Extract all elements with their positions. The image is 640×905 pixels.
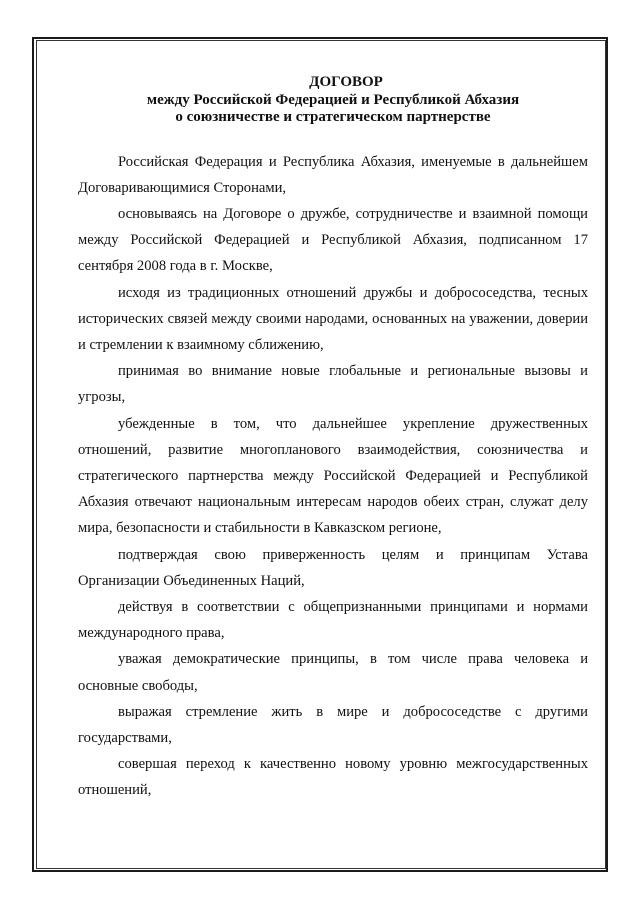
paragraph: исходя из традиционных отношений дружбы и добрососедства, тесных исторических связей между своими народами, основанных на уважении, доверии и стремлении к взаимному сближению, xyxy=(78,284,588,353)
paragraph: совершая переход к качественно новому уровню межгосударственных отношений, xyxy=(78,756,588,799)
document-title: ДОГОВОР xyxy=(309,74,383,90)
paragraph: Российская Федерация и Республика Абхазия, именуемые в дальнейшем Договаривающимися Сторонами, xyxy=(78,153,588,196)
document-heading xyxy=(78,74,588,127)
paragraph: уважая демократические принципы, в том числе права человека и основные свободы, xyxy=(78,651,588,694)
document-subtitle-line1: между Российской Федерацией и Республикой Абхазия xyxy=(146,91,520,108)
paragraph: принимая во внимание новые глобальные и региональные вызовы и угрозы, xyxy=(78,363,588,406)
document-subtitle-line2: о союзничестве и стратегическом партнерстве xyxy=(175,109,491,125)
paragraph: убежденные в том, что дальнейшее укрепление дружественных отношений, развитие многопланового взаимодействия, союзничества и стратегического партнерства между Российской Федерацией и Республикой Абхазия отвечают национальным интересам народов обеих стран, служат делу мира, безопасности и стабильности в Кавказском регионе, xyxy=(78,415,588,537)
paragraph: действуя в соответствии с общепризнанными принципами и нормами международного права, xyxy=(78,598,588,642)
document-body xyxy=(78,74,588,804)
paragraph: подтверждая свою приверженность целям и принципам Устава Организации Объединенных Наций, xyxy=(78,546,588,589)
paragraph: основываясь на Договоре о дружбе, сотрудничестве и взаимной помощи между Российской Федерацией и Республикой Абхазия, подписанном 17 сентября 2008 года в г. Москве, xyxy=(78,205,588,275)
paragraph: выражая стремление жить в мире и добрососедстве с другими государствами, xyxy=(78,703,588,746)
